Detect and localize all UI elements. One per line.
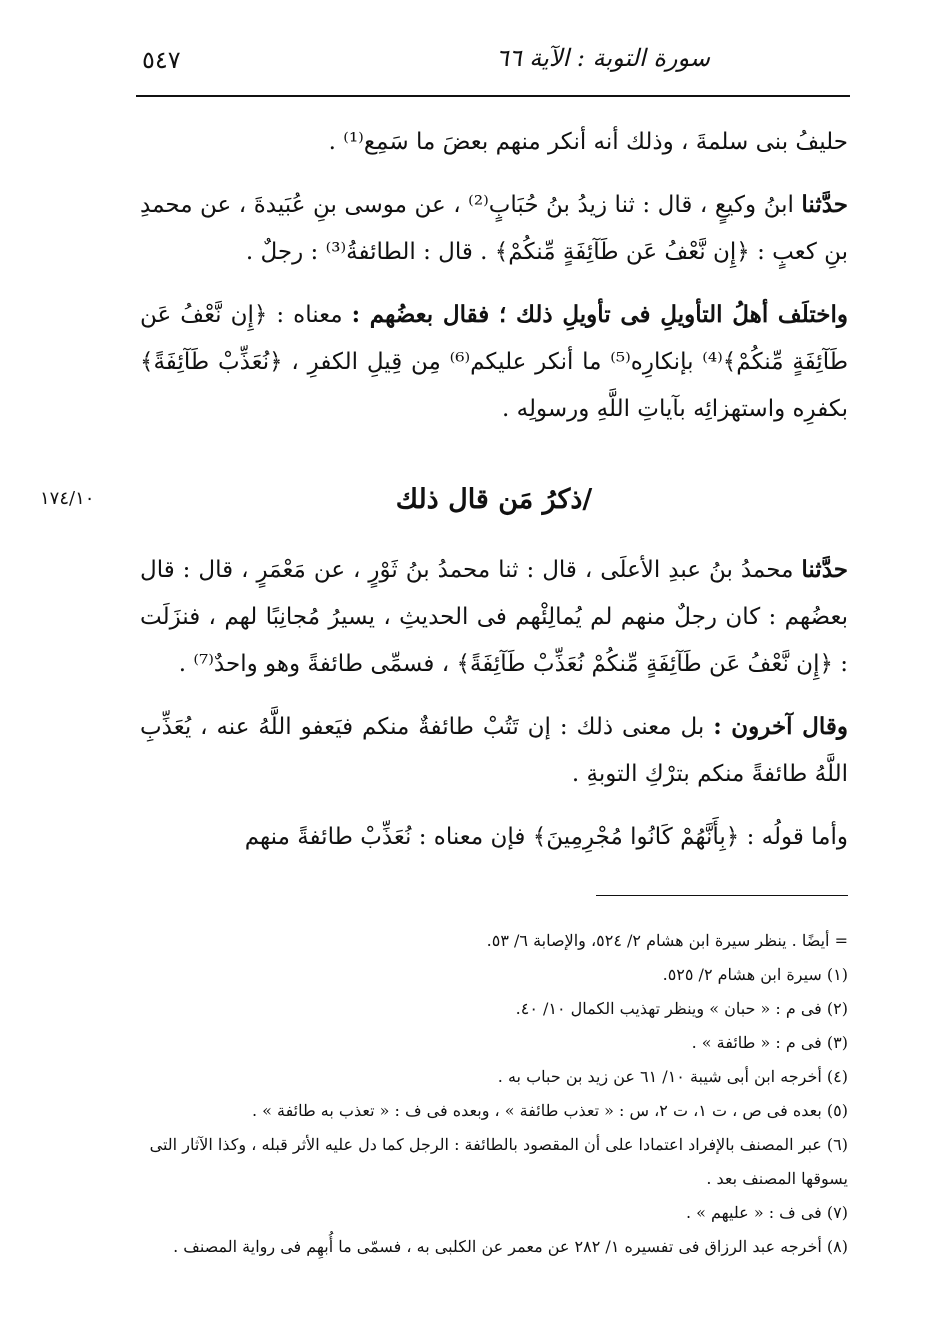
body-text-bottom	[140, 546, 848, 876]
footnote-3: (٣) فى م : « طائفة » .	[691, 1033, 848, 1052]
margin-reference: ١٧٤/١٠	[40, 488, 95, 509]
paragraph-1	[140, 118, 848, 166]
paragraph-text: معناه : ﴿إِن نَّعْفُ عَن طَآئِفَةٍ مِّنكُمْ﴾⁽⁴⁾ بإنكارِه⁽⁵⁾ ما أنكر عليكم⁽⁶⁾ مِن قِيلِ الكفرِ ، ﴿نُعَذِّبْ طَآئِفَةً﴾ بكفرِه واستهزائِه بآياتِ اللَّهِ ورسولِه .	[140, 302, 849, 422]
paragraph-6	[140, 813, 848, 861]
paragraph-3	[140, 291, 848, 433]
footnote-2: (٢) فى م : « حبان » وينظر تهذيب الكمال ١٠/ ٤٠.	[515, 999, 848, 1018]
paragraph-5	[140, 703, 848, 798]
paragraph-4	[140, 546, 848, 688]
paragraph-text: وأما قولُه : ﴿بِأَنَّهُمْ كَانُوا مُجْرِمِينَ﴾ فإن معناه : نُعَذِّبْ طائفةً منهم	[244, 824, 848, 850]
paragraph-text: محمدُ بنُ عبدِ الأعلَى ، قال : ثنا محمدُ بنُ ثَوْرٍ ، عن مَعْمَرٍ ، قال : قال بعضُهم : كان رجلٌ منهم لم يُمالِئْهم فى الحديثِ ، يسيرُ مُجانِبًا لهم ، فنزَلَت : ﴿إِن نَّعْفُ عَن طَآئِفَةٍ مِّنكُمْ نُعَذِّبْ طَآئِفَةً﴾ ، فسمِّى طائفةً وهو واحدٌ⁽⁷⁾ .	[140, 557, 848, 677]
section-heading: /ذكرُ مَن قال ذلك	[395, 484, 593, 515]
header-rule	[136, 95, 850, 97]
body-text-top	[140, 118, 848, 448]
footnote-rule	[596, 895, 848, 896]
page-header	[138, 40, 850, 84]
paragraph-lead: واختلَف أهلُ التأويلِ فى تأويلِ ذلك ؛ فقال بعضُهم :	[351, 301, 849, 328]
footnote-6: (٦) عبر المصنف بالإفراد اعتمادا على أن المقصود بالطائفة : الرجل كما دل عليه الأثر قبله ، وكذا الآثار التى يسوقها المصنف بعد .	[149, 1135, 848, 1188]
footnotes	[140, 924, 848, 1264]
running-title: سورة التوبة : الآية ٦٦	[495, 44, 710, 72]
footnote-7: (٧) فى ف : « عليهم » .	[685, 1203, 848, 1222]
paragraph-text: بل معنى ذلك : إن تَتُبْ طائفةٌ منكم فيَعفو اللَّهُ عنه ، يُعَذِّبِ اللَّهُ طائفةً منكم بترْكِ التوبةِ .	[140, 714, 848, 787]
page-number: ٥٤٧	[142, 46, 181, 74]
paragraph-text: ابنُ وكيعٍ ، قال : ثنا زيدُ بنُ حُبَابٍ⁽²⁾ ، عن موسى بنِ عُبَيدةَ ، عن محمدِ بنِ كعبٍ : ﴿إِن نَّعْفُ عَن طَآئِفَةٍ مِّنكُمْ﴾ . قال : الطائفةُ⁽³⁾ : رجلٌ .	[140, 192, 848, 265]
footnote-4: (٤) أخرجه ابن أبى شيبة ١٠/ ٦١ عن زيد بن حباب به .	[497, 1067, 848, 1086]
footnote-continuation: = أيضًا . ينظر سيرة ابن هشام ٢/ ٥٢٤، والإصابة ٦/ ٥٣.	[486, 931, 848, 950]
paragraph-lead: حدَّثنا	[801, 556, 848, 583]
paragraph-lead: حدَّثنا	[801, 191, 849, 218]
footnote-8: (٨) أخرجه عبد الرزاق فى تفسيره ١/ ٢٨٢ عن معمر عن الكلبى به ، فسمّى ما أُبهِم فى رواية المصنف .	[173, 1237, 848, 1256]
paragraph-2	[140, 181, 848, 276]
paragraph-text: حليفُ بنى سلمةَ ، وذلك أنه أنكر منهم بعضَ ما سَمِع⁽¹⁾ .	[328, 129, 848, 155]
footnote-5: (٥) بعده فى ص ، ت ١، ت ٢، س : « تعذب طائفة » ، وبعده فى ف : « تعذب به طائفة » .	[251, 1101, 848, 1120]
footnote-1: (١) سيرة ابن هشام ٢/ ٥٢٥.	[662, 965, 848, 984]
paragraph-lead: وقال آخرون :	[713, 713, 848, 740]
